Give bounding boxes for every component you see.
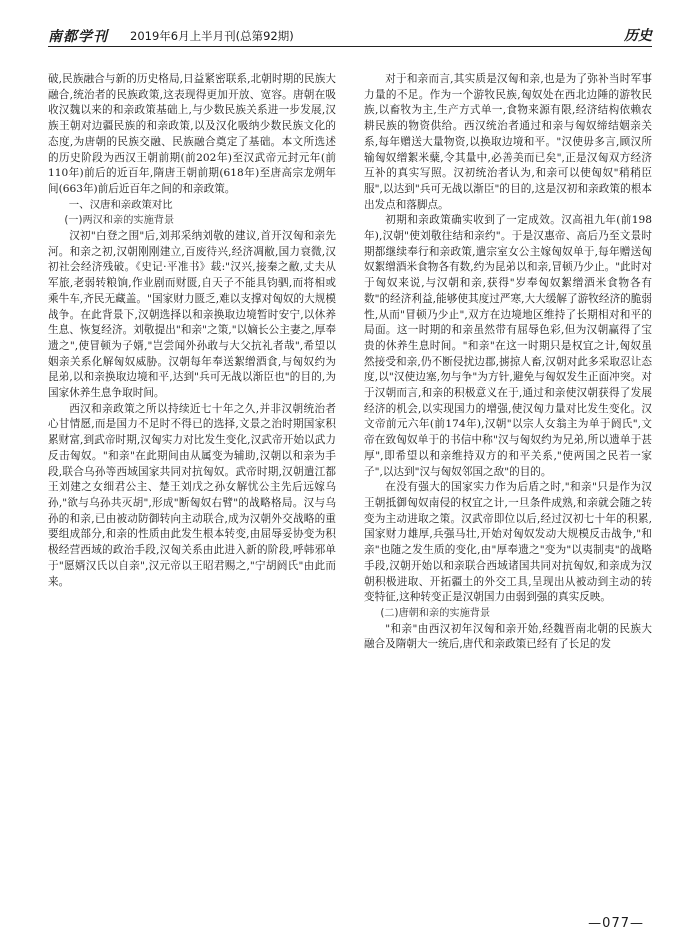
section-name: 历史 bbox=[624, 28, 652, 44]
article-body bbox=[48, 72, 652, 892]
paragraph: 在没有强大的国家实力作为后盾之时,"和亲"只是作为汉王朝抵御匈奴南侵的权宜之计,一旦条件成熟,和亲就会随之转变为主动进取之策。汉武帝即位以后,经过汉初七十年的积累,国家财力雄厚,兵强马壮,开始对匈奴发动大规模反击战争,"和亲"也随之发生质的变化,由"厚奉遗之"变为"以夷制夷"的战略手段,汉朝开始以和亲联合西域诸国共同对抗匈奴,和亲成为汉朝积极进取、开拓疆土的外交工具,呈现出从被动到主动的转变特征,这种转变正是汉朝国力由弱到强的真实反映。 bbox=[364, 481, 652, 604]
paragraph: 对于和亲而言,其实质是汉匈和亲,也是为了弥补当时军事力量的不足。作为一个游牧民族,匈奴处在西北边陲的游牧民族,以畜牧为主,生产方式单一,食物来源有限,经济结构依赖农耕民族的物资供给。西汉统治者通过和亲与匈奴缔结姻亲关系,每年赠送大量物资,以换取边境和平。"汉使毋多言,顾汉所输匈奴缯絮米糵,令其量中,必善美而已矣",正是汉匈双方经济互补的真实写照。汉初统治者认为,和亲可以使匈奴"稍稍臣服",以达到"兵可无战以渐臣"的目的,这是汉初和亲政策的根本出发点和落脚点。 bbox=[364, 73, 652, 211]
subsection-heading: (一)两汉和亲的实施背景 bbox=[64, 215, 175, 227]
paragraph: 西汉和亲政策之所以持续近七十年之久,并非汉朝统治者心甘情愿,而是国力不足时不得已的选择,文景之治时期国家积累财富,到武帝时期,汉匈实力对比发生变化,汉武帝开始以武力反击匈奴。"和亲"在此期间由从属变为辅助,汉朝以和亲为手段,联合乌孙等西域国家共同对抗匈奴。武帝时期,汉朝遣江都王刘建之女细君公主、楚王刘戊之孙女解忧公主先后远嫁乌孙,"欲与乌孙共灭胡",形成"断匈奴右臂"的战略格局。汉与乌孙的和亲,已由被动防御转向主动联合,成为汉朝外交战略的重要组成部分,和亲的性质由此发生根本转变,由屈辱妥协变为积极经营西域的政治手段,汉匈关系由此进入新的阶段,呼韩邪单于"愿婿汉氏以自亲",汉元帝以王昭君赐之,"宁胡阏氏"由此而来。 bbox=[48, 402, 336, 588]
paragraph: 汉初"白登之围"后,刘邦采纳刘敬的建议,首开汉匈和亲先河。和亲之初,汉朝刚刚建立,百废待兴,经济凋敝,国力衰微,汉初社会经济残破。《史记·平准书》载:"汉兴,接秦之敝,丈夫从军旅,老弱转粮饷,作业剧而财匮,自天子不能具钧驷,而将相或乘牛车,齐民无藏盖。"国家财力匮乏,难以支撑对匈奴的大规模战争。在此背景下,汉朝选择以和亲换取边境暂时安宁,以休养生息、恢复经济。刘敬提出"和亲"之策,"以嫡长公主妻之,厚奉遗之",使冒顿为子婿,"岂尝闻外孙敢与大父抗礼者哉",希望以姻亲关系化解匈奴威胁。汉朝每年奉送絮缯酒食,与匈奴约为昆弟,以和亲换取边境和平,达到"兵可无战以渐臣也"的目的,为国家休养生息争取时间。 bbox=[48, 230, 336, 400]
journal-logo: 南都学刊 bbox=[48, 29, 108, 45]
paragraph: 破,民族融合与新的历史格局,日益紧密联系,北朝时期的民族大融合,统治者的民族政策,这表现得更加开放、宽容。唐朝在吸收汉魏以来的和亲政策基础上,与少数民族关系进一步发展,汉族王朝对边疆民族的和亲政策,以及汉化吸纳少数民族文化的态度,为唐朝的民族交融、民族融合奠定了基础。本文所选述的历史阶段为西汉王朝前期(前202年)至汉武帝元封元年(前110年)前后的近百年,隋唐王朝前期(618年)至唐高宗龙朔年间(663年)前后近百年之间的和亲政策。 bbox=[48, 73, 336, 195]
subsection-heading: (二)唐朝和亲的实施背景 bbox=[380, 607, 491, 619]
right-column bbox=[364, 72, 652, 892]
paragraph: "和亲"由西汉初年汉匈和亲开始,经魏晋南北朝的民族大融合及隋朝大一统后,唐代和亲政策已经有了长足的发 bbox=[364, 622, 652, 651]
issue-info: 2019年6月上半月刊(总第92期) bbox=[130, 29, 294, 43]
page-number: —077— bbox=[588, 916, 644, 931]
paragraph: 初期和亲政策确实收到了一定成效。汉高祖九年(前198年),汉朝"使刘敬往结和亲约"。于是汉惠帝、高后乃至文景时期都继续奉行和亲政策,遣宗室女公主嫁匈奴单于,每年赠送匈奴絮缯酒米食物各有数,约为昆弟以和亲,冒顿乃少止。"此时对于匈奴来说,与汉朝和亲,获得"岁奉匈奴絮缯酒米食物各有数"的经济利益,能够使其度过严寒,大大缓解了游牧经济的脆弱性,从而"冒顿乃少止",双方在边境地区维持了长期相对和平的局面。这一时期的和亲虽然带有屈辱色彩,但为汉朝赢得了宝贵的休养生息时间。"和亲"在这一时期只是权宜之计,匈奴虽然接受和亲,仍不断侵扰边郡,掳掠人畜,汉朝对此多采取忍让态度,以"汉使边塞,勿与争"为方针,避免与匈奴发生正面冲突。对于汉朝而言,和亲的积极意义在于,通过和亲使汉朝获得了发展经济的机会,以实现国力的增强,使汉匈力量对比发生变化。汉文帝前元六年(前174年),汉朝"以宗人女翁主为单于阏氏",文帝在致匈奴单于的书信中称"汉与匈奴约为兄弟,所以遗单于甚厚",即希望以和亲维持双方的和平关系,"使两国之民若一家子",以达到"汉与匈奴邻国之敌"的目的。 bbox=[364, 214, 652, 478]
page-header bbox=[48, 24, 652, 47]
section-heading: 一、汉唐和亲政策对比 bbox=[68, 198, 173, 211]
left-column bbox=[48, 72, 336, 892]
